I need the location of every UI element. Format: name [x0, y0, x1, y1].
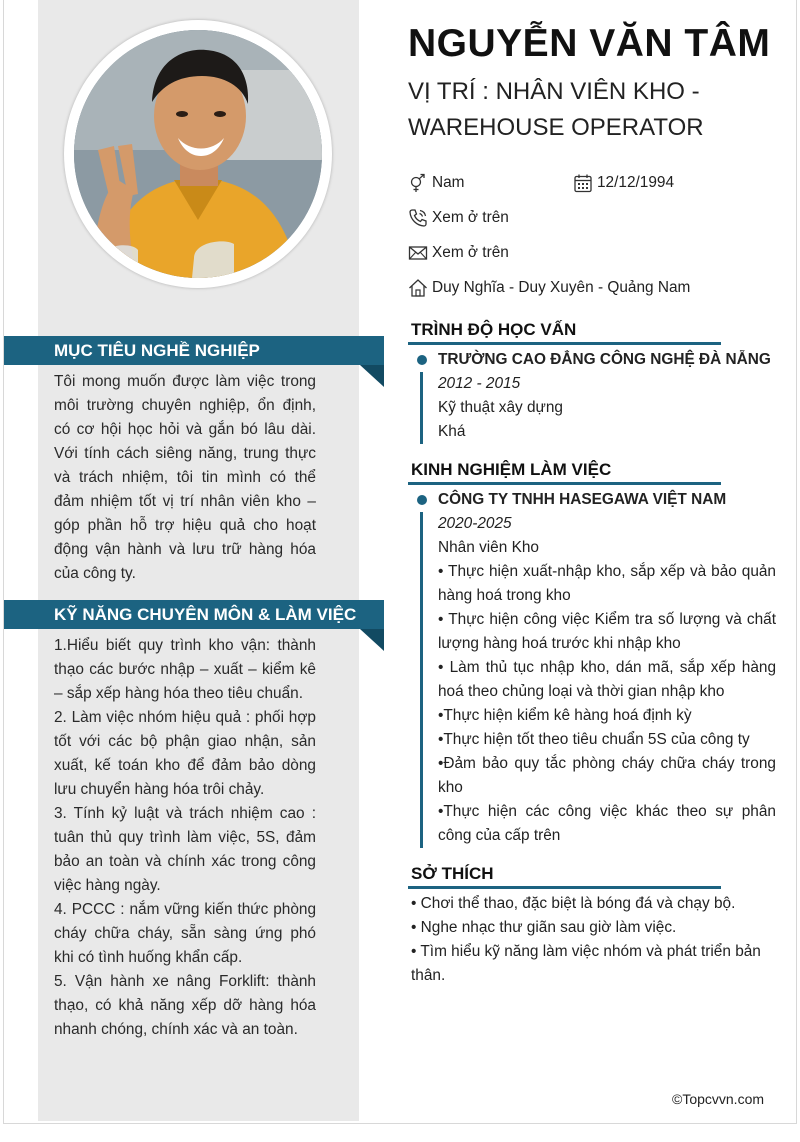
duty-item: •Thực hiện tốt theo tiêu chuẩn 5S của công ty: [438, 731, 750, 748]
candidate-name: NGUYỄN VĂN TÂM: [408, 22, 771, 65]
email-value: Xem ở trên: [432, 244, 509, 261]
dob-row: [573, 173, 674, 193]
skills-list: [54, 634, 316, 1042]
phone-row: [408, 208, 509, 228]
objective-banner-fold: [360, 365, 384, 387]
skill-item: 2. Làm việc nhóm hiệu quả : phối hợp tốt với các bộ phận giao nhận, sản xuất, kế toán kho để đảm bảo dòng lưu chuyển hàng hóa trôi chảy.: [54, 709, 316, 798]
duty-item: •Đảm bảo quy tắc phòng cháy chữa cháy trong kho: [438, 755, 776, 796]
school-name: TRƯỜNG CAO ĐẲNG CÔNG NGHỆ ĐÀ NẴNG: [438, 351, 771, 368]
experience-underline: [408, 482, 721, 485]
experience-entry: [438, 488, 776, 848]
gender-value: Nam: [432, 174, 465, 191]
hobby-item: • Tìm hiểu kỹ năng làm việc nhóm và phát triển bản thân.: [411, 943, 761, 984]
avatar: [74, 30, 322, 278]
experience-timeline-dot: [417, 495, 427, 505]
gender-icon: [408, 173, 428, 193]
skills-title: KỸ NĂNG CHUYÊN MÔN & LÀM VIỆC: [54, 605, 357, 624]
home-icon: [408, 278, 428, 298]
position-title: [408, 74, 788, 146]
address-row: [408, 278, 690, 298]
hobby-item: • Nghe nhạc thư giãn sau giờ làm việc.: [411, 919, 677, 936]
education-title: TRÌNH ĐỘ HỌC VẤN: [411, 320, 577, 339]
skill-item: 5. Vận hành xe nâng Forklift: thành thạo, có khả năng xếp dỡ hàng hóa nhanh chóng, chính xác và an toàn.: [54, 973, 316, 1038]
hobbies-title: SỞ THÍCH: [411, 864, 494, 883]
dob-value: 12/12/1994: [597, 174, 675, 191]
objective-banner: [4, 336, 384, 365]
experience-period: 2020-2025: [438, 515, 512, 532]
envelope-icon: [408, 243, 428, 263]
skills-banner-fold: [360, 629, 384, 651]
education-entry: [438, 348, 776, 444]
hobbies-underline: [408, 886, 721, 889]
duty-item: • Làm thủ tục nhập kho, dán mã, sắp xếp hàng hoá theo chủng loại và thời gian nhập kho: [438, 659, 776, 700]
education-timeline-dot: [417, 355, 427, 365]
duty-item: •Thực hiện kiểm kê hàng hoá định kỳ: [438, 707, 692, 724]
education-grade: Khá: [438, 423, 466, 440]
skill-item: 3. Tính kỷ luật và trách nhiệm cao : tuân thủ quy trình làm việc, 5S, đảm bảo an toàn và chính xác trong công việc hàng ngày.: [54, 805, 316, 894]
position-line: WAREHOUSE OPERATOR: [408, 114, 704, 141]
phone-value: Xem ở trên: [432, 209, 509, 226]
experience-title: KINH NGHIỆM LÀM VIỆC: [411, 460, 612, 479]
footer-credit: ©Topcvvn.com: [672, 1091, 765, 1107]
position-line: VỊ TRÍ : NHÂN VIÊN KHO -: [408, 78, 700, 105]
objective-title: MỤC TIÊU NGHỀ NGHIỆP: [54, 341, 260, 360]
skill-item: 4. PCCC : nắm vững kiến thức phòng cháy chữa cháy, sẵn sàng ứng phó khi có tình huống khẩn cấp.: [54, 901, 316, 966]
job-role: Nhân viên Kho: [438, 539, 539, 556]
objective-text: Tôi mong muốn được làm việc trong môi trường chuyên nghiệp, ổn định, có cơ hội học hỏi và gắn bó lâu dài. Với tính cách siêng năng, trung thực và trách nhiệm, tôi tin mình có thể đảm nhiệm tốt vị trí nhân viên kho – góp phần hỗ trợ hiệu quả cho hoạt động vận hành và lưu trữ hàng hóa của công ty.: [54, 373, 316, 582]
skills-banner: [4, 600, 384, 629]
education-timeline-bar: [420, 372, 423, 444]
education-period: 2012 - 2015: [438, 375, 521, 392]
duty-item: •Thực hiện các công việc khác theo sự phân công của cấp trên: [438, 803, 776, 844]
calendar-icon: [573, 173, 593, 193]
avatar-frame: [64, 20, 332, 288]
portrait-illustration: [74, 30, 322, 278]
duty-item: • Thực hiện công việc Kiểm tra số lượng và chất lượng hàng hoá trước khi nhập kho: [438, 611, 776, 652]
company-name: CÔNG TY TNHH HASEGAWA VIỆT NAM: [438, 491, 727, 508]
hobby-item: • Chơi thể thao, đặc biệt là bóng đá và chạy bộ.: [411, 895, 736, 912]
duty-item: • Thực hiện xuất-nhập kho, sắp xếp và bảo quản hàng hoá trong kho: [438, 563, 776, 604]
hobbies-list: [411, 892, 777, 988]
education-major: Kỹ thuật xây dựng: [438, 399, 563, 416]
gender-row: [408, 173, 465, 193]
education-underline: [408, 342, 721, 345]
address-value: Duy Nghĩa - Duy Xuyên - Quảng Nam: [432, 279, 691, 296]
email-row: [408, 243, 509, 263]
phone-icon: [408, 208, 428, 228]
skill-item: 1.Hiểu biết quy trình kho vận: thành thạo các bước nhập – xuất – kiểm kê – sắp xếp hàng hóa theo tiêu chuẩn.: [54, 637, 316, 702]
experience-timeline-bar: [420, 512, 423, 848]
